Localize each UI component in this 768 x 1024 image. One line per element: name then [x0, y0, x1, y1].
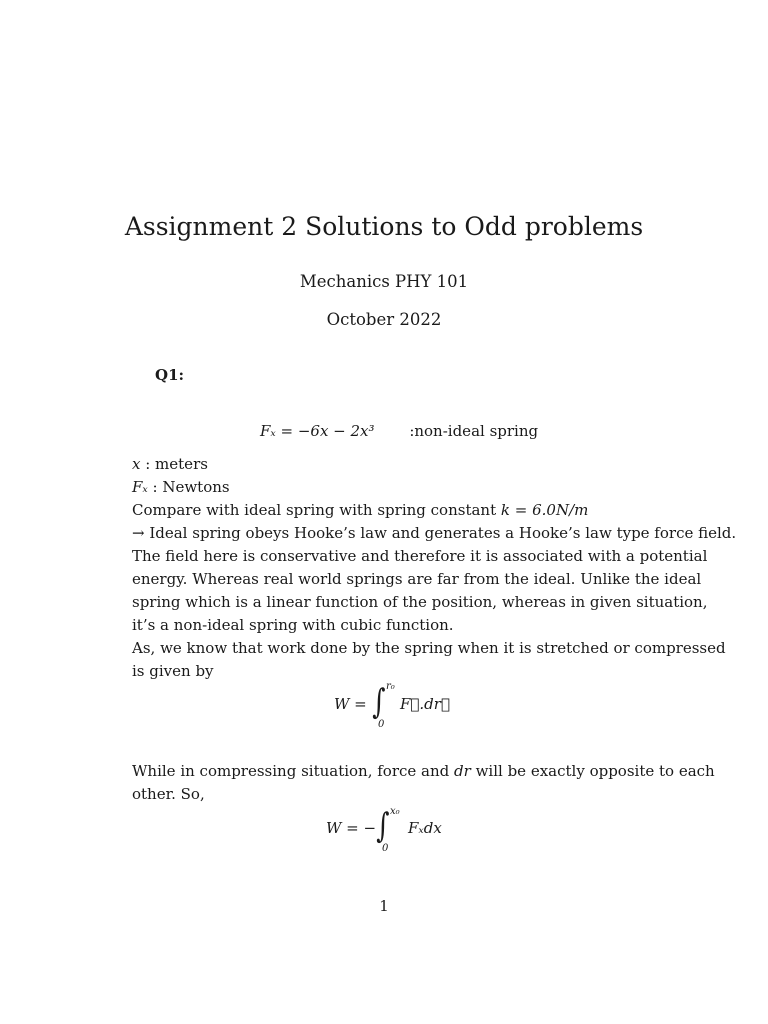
lower-limit: 0 — [382, 843, 389, 854]
document-date: October 2022 — [326, 310, 442, 329]
integral-sign: ∫ — [376, 806, 390, 846]
integrand: F⃗.dr⃗ — [400, 695, 450, 713]
paragraph-line: The field here is conservative and therefore it is associated with a potential — [132, 547, 708, 565]
unit-text: : Newtons — [147, 478, 230, 496]
question-label: Q1: — [155, 366, 185, 384]
unit-symbol: Fₓ — [132, 478, 148, 496]
spring-constant: k = 6.0N/m — [500, 501, 589, 519]
upper-limit: r₀ — [386, 681, 395, 692]
document-title: Assignment 2 Solutions to Odd problems — [124, 212, 644, 241]
work-integral-equation-2 — [326, 806, 456, 856]
force-equation-math: Fₓ = −6x − 2x³ — [260, 422, 375, 440]
page-number: 1 — [379, 897, 389, 915]
compress-line-2: other. So, — [132, 785, 205, 803]
work-integral-equation — [334, 681, 454, 731]
lower-limit: 0 — [378, 719, 385, 730]
integrand: Fₓdx — [408, 819, 442, 837]
integral-sign: ∫ — [372, 682, 386, 722]
unit-line-f — [132, 478, 230, 496]
upper-limit: x₀ — [390, 806, 400, 817]
unit-symbol: x — [132, 455, 141, 473]
force-equation — [260, 422, 538, 440]
compress-text-b: will be exactly opposite to each — [470, 762, 715, 780]
dr-symbol: dr — [454, 762, 471, 780]
course-name: Mechanics PHY 101 — [299, 272, 469, 291]
work-lhs: W = — [334, 695, 367, 713]
compress-line-1 — [132, 762, 715, 780]
paragraph-line: is given by — [132, 662, 214, 680]
work-lhs: W = − — [326, 819, 377, 837]
paragraph-line: energy. Whereas real world springs are far from the ideal. Unlike the ideal — [132, 570, 702, 588]
paragraph-line: → Ideal spring obeys Hooke’s law and generates a Hooke’s law type force field. — [132, 524, 737, 542]
unit-line-x — [132, 455, 208, 473]
force-equation-note: :non-ideal spring — [409, 422, 539, 440]
paragraph-line: spring which is a linear function of the position, whereas in given situation, — [132, 593, 708, 611]
compare-text: Compare with ideal spring with spring constant — [132, 501, 501, 519]
compress-text-a: While in compressing situation, force and — [132, 762, 455, 780]
paragraph-line: As, we know that work done by the spring when it is stretched or compressed — [132, 639, 726, 657]
paragraph-line: it’s a non-ideal spring with cubic function. — [132, 616, 454, 634]
unit-text: : meters — [140, 455, 208, 473]
compare-line — [132, 501, 588, 519]
